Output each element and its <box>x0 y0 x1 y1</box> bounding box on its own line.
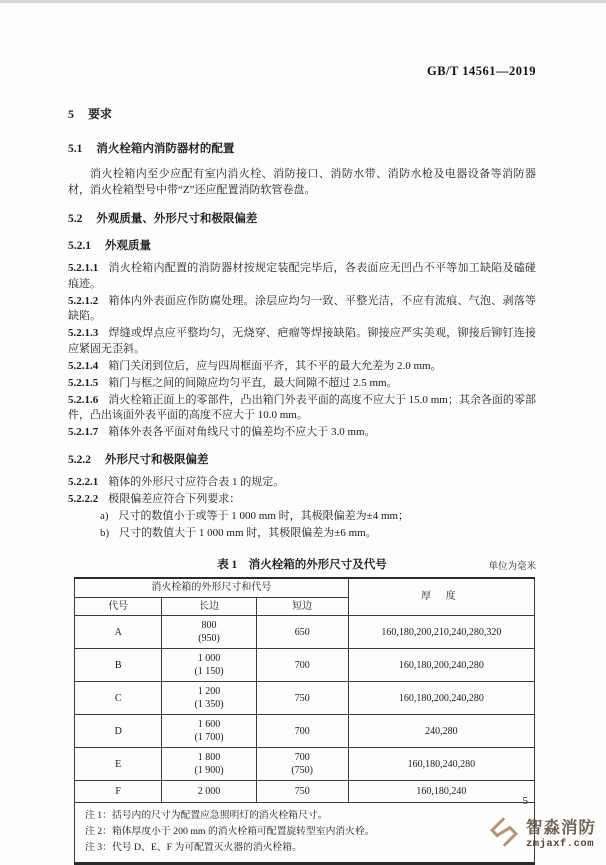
clause-number: 5.2.1.7 <box>68 426 98 438</box>
section-title: 要求 <box>88 107 112 121</box>
clause-number: 5.2.2.2 <box>68 493 98 505</box>
table-row <box>75 616 535 649</box>
clause-number: 5.2.1.4 <box>68 360 98 372</box>
clause-5-2-1-3 <box>68 326 536 357</box>
clause-5-2-1-2 <box>68 294 536 325</box>
table-caption: 表 1 消火栓箱的外形尺寸及代号 <box>68 556 536 572</box>
clause-text: 消火栓箱正面上的零部件，凸出箱门外表平面的高度不应大于 15.0 mm；其余各面的零部件，凸出该面外表平面的高度不应大于 10.0 mm。 <box>68 394 536 422</box>
thickness-header-cell: 厚 度 <box>348 578 534 616</box>
short-edge-cell: 700 <box>256 649 348 682</box>
group-header-cell: 消火栓箱的外形尺寸和代号 <box>75 578 349 598</box>
thickness-cell: 160,180,200,210,240,280,320 <box>348 616 534 649</box>
list-marker: b) <box>100 527 109 539</box>
clause-text: 箱门关闭到位后，应与四周框面平齐，其不平的最大允差为 2.0 mm。 <box>108 360 441 372</box>
code-cell: C <box>75 682 162 715</box>
table-group-header-row <box>75 578 535 598</box>
list-text: 尺寸的数值大于 1 000 mm 时，其极限偏差为±6 mm。 <box>119 527 377 539</box>
code-cell: A <box>75 616 162 649</box>
site-watermark <box>487 815 596 854</box>
section-title: 外形尺寸和极限偏差 <box>105 454 209 466</box>
table-row <box>75 649 535 682</box>
section-title: 消火栓箱内消防器材的配置 <box>96 143 234 155</box>
table-row <box>75 748 535 781</box>
thickness-cell: 160,180,200,240,280 <box>348 682 534 715</box>
clause-number: 5.2.2.1 <box>68 476 98 488</box>
short-edge-header-cell: 短边 <box>256 598 348 616</box>
table-caption-row <box>68 556 536 572</box>
code-cell: D <box>75 715 162 748</box>
clause-number: 5.2.1.3 <box>68 327 98 339</box>
list-text: 尺寸的数值小于或等于 1 000 mm 时，其极限偏差为±4 mm； <box>119 510 410 522</box>
long-edge-cell: 1 000 (1 150) <box>162 649 256 682</box>
section-5-1-heading <box>68 140 536 156</box>
clause-number: 5.2.1.1 <box>68 262 98 274</box>
clause-5-2-1-1 <box>68 261 536 292</box>
section-5-2-1-heading <box>68 237 536 253</box>
table-notes-row <box>75 803 535 864</box>
code-header-cell: 代号 <box>75 598 162 616</box>
page-number: 5 <box>523 795 529 807</box>
clause-5-2-1-6 <box>68 393 536 424</box>
clause-5-2-1-4 <box>68 359 536 375</box>
thickness-cell: 160,180,240 <box>348 781 534 803</box>
short-edge-cell: 700 <box>256 715 348 748</box>
table-notes-cell <box>75 803 535 864</box>
clause-number: 5.2.1.6 <box>68 394 98 406</box>
thickness-cell: 240,280 <box>348 715 534 748</box>
table-unit-label: 单位为毫米 <box>488 558 536 572</box>
clause-text: 箱体外表各平面对角线尺寸的偏差均不应大于 3.0 mm。 <box>108 426 375 438</box>
thickness-cell: 160,180,200,240,280 <box>348 649 534 682</box>
thickness-cell: 160,180,240,280 <box>348 748 534 781</box>
clause-text: 箱体的外形尺寸应符合表 1 的规定。 <box>108 476 284 488</box>
paragraph-5-1: 消火栓箱内至少应配有室内消火栓、消防接口、消防水带、消防水枪及电器设备等消防器材，消火栓箱型号中带“Z”还应配置消防软管卷盘。 <box>68 167 536 198</box>
standard-number-header: GB/T 14561—2019 <box>68 64 536 79</box>
long-edge-header-cell: 长边 <box>162 598 256 616</box>
table-1-fire-hydrant-box-dimensions <box>74 577 535 865</box>
clause-number: 5.2.1.2 <box>68 295 98 307</box>
clause-text: 极限偏差应符合下列要求： <box>108 493 240 505</box>
short-edge-cell: 750 <box>256 682 348 715</box>
table-row <box>75 682 535 715</box>
long-edge-cell: 1 200 (1 350) <box>162 682 256 715</box>
watermark-site-url: zmjaxf.com <box>526 839 596 850</box>
section-number: 5.2.1 <box>68 240 91 252</box>
zm-logo-icon <box>487 815 521 854</box>
list-marker: a) <box>100 510 109 522</box>
long-edge-cell: 800 (950) <box>162 616 256 649</box>
clause-text: 箱体内外表面应作防腐处理。涂层应均匀一致、平整光洁，不应有流痕、气泡、剥落等缺陷。 <box>68 295 536 323</box>
table-row <box>75 781 535 803</box>
clause-text: 消火栓箱内配置的消防器材按规定装配完毕后，各表面应无凹凸不平等加工缺陷及磕碰痕迹。 <box>68 262 536 290</box>
clause-text: 焊缝或焊点应平整均匀，无烧穿、疤瘤等焊接缺陷。铆接应严实美观，铆接后铆钉连接应紧固无歪斜。 <box>68 327 536 355</box>
clause-5-2-1-5 <box>68 376 536 392</box>
clause-5-2-2-1 <box>68 475 536 491</box>
code-cell: E <box>75 748 162 781</box>
section-5-2-heading <box>68 210 536 226</box>
clause-number: 5.2.1.5 <box>68 377 98 389</box>
code-cell: B <box>75 649 162 682</box>
section-title: 外观质量 <box>105 240 151 252</box>
code-cell: F <box>75 781 162 803</box>
list-item-a <box>100 509 536 525</box>
section-number: 5.2.2 <box>68 454 91 466</box>
clause-text: 箱门与框之间的间隙应均匀平直，最大间隙不超过 2.5 mm。 <box>108 377 397 389</box>
clause-5-2-1-7 <box>68 425 536 441</box>
short-edge-cell: 700 (750) <box>256 748 348 781</box>
watermark-brand-name: 智淼消防 <box>526 820 596 837</box>
long-edge-cell: 1 600 (1 700) <box>162 715 256 748</box>
short-edge-cell: 750 <box>256 781 348 803</box>
clause-5-2-2-2 <box>68 492 536 508</box>
list-item-b <box>100 526 536 542</box>
section-5-2-2-heading <box>68 451 536 467</box>
section-number: 5 <box>68 107 74 121</box>
long-edge-cell: 1 800 (1 900) <box>162 748 256 781</box>
section-5-heading <box>68 105 536 122</box>
section-title: 外观质量、外形尺寸和极限偏差 <box>96 213 257 225</box>
table-row <box>75 715 535 748</box>
long-edge-cell: 2 000 <box>162 781 256 803</box>
short-edge-cell: 650 <box>256 616 348 649</box>
section-number: 5.2 <box>68 213 82 225</box>
table-note-1: 注 1：括号内的尺寸为配置应急照明灯的消火栓箱尺寸。 <box>85 808 526 824</box>
section-number: 5.1 <box>68 143 82 155</box>
table-note-2: 注 2：箱体厚度小于 200 mm 的消火栓箱可配置旋转型室内消火栓。 <box>85 824 526 840</box>
table-note-3: 注 3：代号 D、E、F 为可配置灭火器的消火栓箱。 <box>85 840 526 856</box>
